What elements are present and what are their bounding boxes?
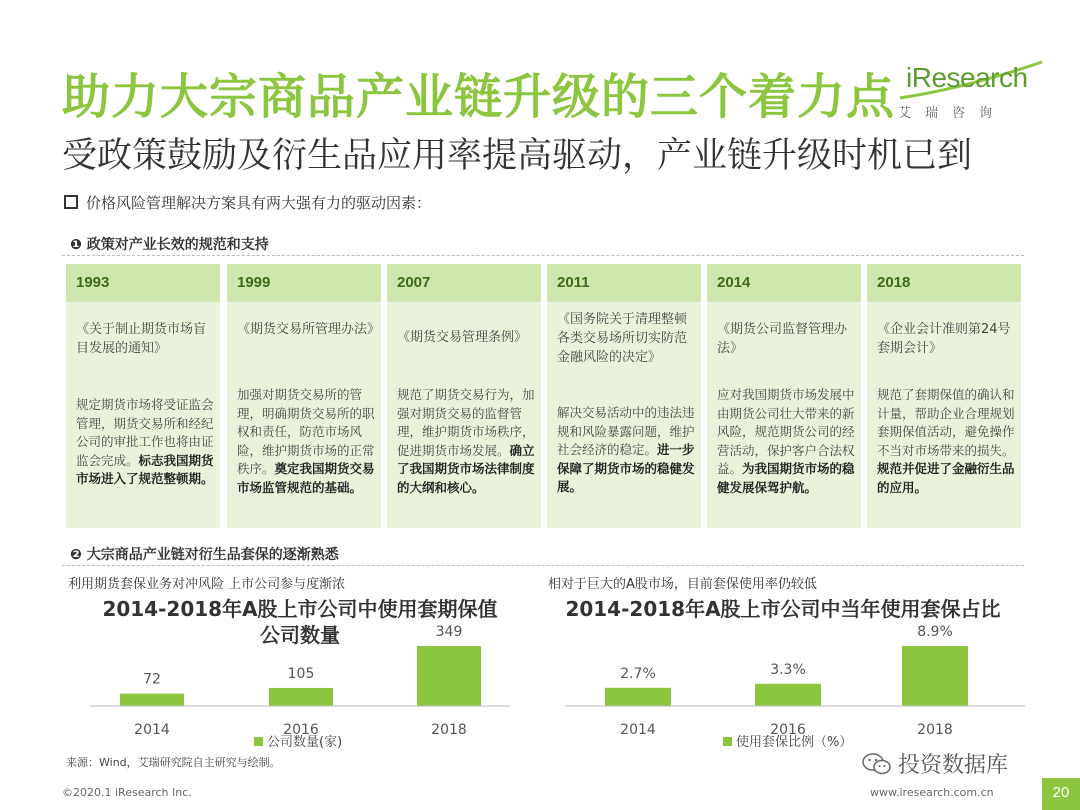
card-desc-text: 规定期货市场将受证监会管理，期货交易所和经纪公司的审批工作也将由证监会完成。: [76, 397, 214, 468]
card-desc-text: 应对我国期货市场发展中由期货公司壮大带来的新风险，规范期货公司的经营活动，保护客户合法权益。: [717, 387, 855, 476]
x-tick-label: 2014: [134, 722, 170, 738]
card-desc-bold: 为我国期货市场的稳健发展保驾护航。: [717, 461, 855, 495]
bar-value-label: 3.3%: [770, 661, 806, 678]
policy-card: [387, 264, 541, 528]
card-description: [717, 386, 855, 497]
card-document: 《企业会计准则第24号套期会计》: [877, 322, 1011, 356]
iresearch-logo: [896, 58, 1046, 128]
chart1-title-line1: 2014-2018年A股上市公司中使用套期保值: [102, 597, 498, 621]
bar-value-label: 2.7%: [620, 665, 656, 682]
legend-label: 使用套保比例（%）: [736, 735, 853, 750]
section2-label: ❷ 大宗商品产业链对衍生品套保的逐渐熟悉: [70, 547, 339, 563]
chart-bar: [605, 688, 671, 706]
card-description: [877, 386, 1015, 497]
chart-note-right: 相对于巨大的A股市场，目前套保使用率仍较低: [548, 577, 817, 592]
card-document: 《期货公司监督管理办法》: [717, 322, 848, 356]
policy-card: [227, 264, 381, 528]
chart-bar: [902, 646, 968, 706]
card-document: 《关于制止期货市场盲目发展的通知》: [76, 322, 207, 356]
intro-line: [64, 192, 431, 213]
chart-bar: [417, 646, 481, 706]
intro-text: 价格风险管理解决方案具有两大强有力的驱动因素：: [86, 194, 432, 212]
card-description: [557, 404, 695, 497]
bar-value-label: 349: [435, 624, 463, 640]
logo-subtext: 艾瑞咨询: [898, 106, 1007, 121]
logo-text: iResearch: [906, 62, 1028, 93]
card-desc-text: 解决交易活动中的违法违规和风险暴露问题，维护社会经济的稳定。: [557, 405, 695, 457]
policy-card: [547, 264, 701, 528]
chart-bar: [269, 688, 333, 706]
card-desc-text: 加强对期货交易所的管理，明确期货交易所的职权和责任，防范市场风险，维护期货市场的正常秩序。: [237, 387, 375, 476]
x-tick-label: 2016: [283, 722, 319, 738]
card-desc-bold: 标志我国期货市场进入了规范整顿期。: [76, 452, 214, 486]
footer-copyright: ©2020.1 iResearch Inc.: [62, 786, 192, 799]
card-desc-bold: 规范并促进了金融衍生品的应用。: [877, 461, 1015, 495]
section1-label: ❶ 政策对产业长效的规范和支持: [70, 237, 269, 253]
bar-value-label: 72: [143, 671, 161, 688]
card-document: 《期货交易所管理办法》: [237, 322, 381, 337]
card-year: 2011: [547, 264, 701, 302]
policy-card: [867, 264, 1021, 528]
legend-label: 公司数量(家): [267, 735, 343, 750]
card-desc-bold: 奠定我国期货交易市场监管规范的基础。: [237, 461, 375, 495]
source-note: 来源：Wind，艾瑞研究院自主研究与绘制。: [66, 756, 281, 769]
page-number: 20: [1042, 778, 1080, 810]
watermark-text: 投资数据库: [898, 753, 1009, 778]
chart1-title-line2: 公司数量: [260, 623, 340, 647]
policy-card: [66, 264, 220, 528]
card-description: [237, 386, 375, 497]
card-description: [397, 386, 535, 497]
section2-divider: [62, 565, 1024, 566]
checkbox-square-icon: [64, 195, 78, 209]
footer-url[interactable]: www.iresearch.com.cn: [870, 786, 994, 799]
bar-value-label: 8.9%: [917, 624, 953, 640]
card-document: 《期货交易管理条例》: [397, 330, 528, 345]
x-tick-label: 2018: [431, 722, 467, 738]
card-year: 2018: [867, 264, 1021, 302]
page-title: 助力大宗商品产业链升级的三个着力点: [62, 69, 896, 125]
watermark: [862, 748, 1008, 779]
section1-divider: [62, 255, 1024, 256]
bar-value-label: 105: [287, 665, 315, 682]
wechat-icon: [862, 753, 892, 775]
chart1-svg: [60, 620, 540, 754]
policy-card: [707, 264, 861, 528]
card-desc-bold: 确立了我国期货市场法律制度的大纲和核心。: [397, 442, 535, 495]
card-desc-text: 规范了期货交易行为，加强对期货交易的监督管理，维护期货市场秩序，促进期货市场发展。: [397, 387, 535, 458]
card-desc-bold: 进一步保障了期货市场的稳健发展。: [557, 442, 695, 494]
card-description: [76, 396, 214, 489]
legend-swatch: [254, 737, 263, 746]
x-tick-label: 2016: [770, 722, 806, 738]
chart-bar: [120, 694, 184, 706]
x-tick-label: 2018: [917, 722, 953, 738]
legend-swatch: [723, 737, 732, 746]
card-document: 《国务院关于清理整顿各类交易场所切实防范金融风险的决定》: [557, 312, 688, 365]
card-year: 1993: [66, 264, 220, 302]
chart-bar: [755, 684, 821, 706]
card-year: 2007: [387, 264, 541, 302]
card-year: 2014: [707, 264, 861, 302]
card-desc-text: 规范了套期保值的确认和计量，帮助企业合理规划套期保值活动，避免操作不当对市场带来的损失。: [877, 387, 1015, 458]
chart2-title: 2014-2018年A股上市公司中当年使用套保占比: [565, 597, 1001, 621]
policy-timeline: [66, 264, 1024, 528]
page-subtitle: 受政策鼓励及衍生品应用率提高驱动，产业链升级时机已到: [62, 136, 973, 176]
chart2-svg: [545, 620, 1030, 754]
x-tick-label: 2014: [620, 722, 656, 738]
card-year: 1999: [227, 264, 381, 302]
chart-note-left: 利用期货套保业务对冲风险 上市公司参与度渐浓: [68, 577, 346, 592]
